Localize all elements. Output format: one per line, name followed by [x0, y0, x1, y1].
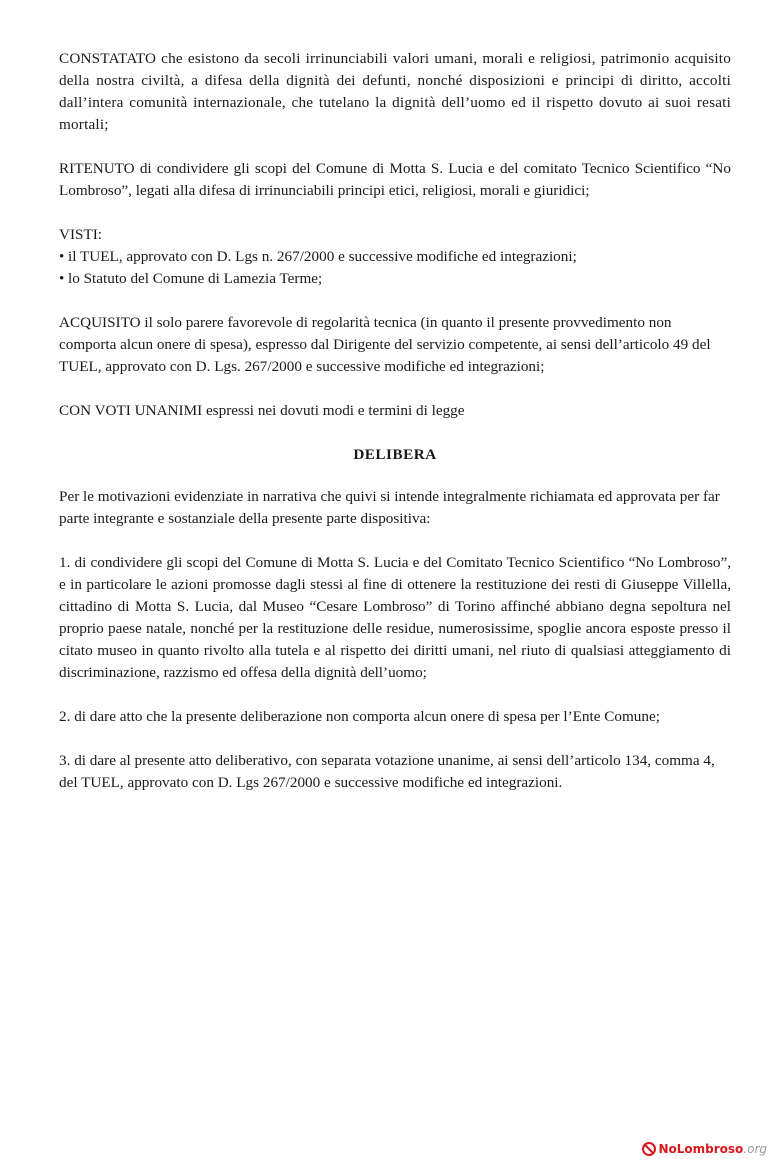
- nolombroso-watermark: [642, 1141, 767, 1157]
- paragraph-point-1: 1. di condividere gli scopi del Comune di Motta S. Lucia e del Comitato Tecnico Scientifico “No Lombroso”, e in particolare le azioni promosse dagli stessi al fine di ottenere la restituzione dei resti di Giuseppe Villella, cittadino di Motta S. Lucia, dal Museo “Cesare Lombroso” di Torino affinché abbiano degna sepoltura nel proprio paese natale, nonché per la restituzione delle residue, numerosissime, spoglie ancora esposte presso il citato museo in quanto rivolto alla tutela e al rispetto dei diritti umani, nel riuto di qualsiasi atteggiamento di discriminazione, razzismo ed offesa della dignità dell’uomo;: [59, 554, 731, 681]
- bullet-icon: •: [59, 270, 65, 287]
- visti-section: [59, 224, 731, 290]
- bullet-icon: •: [59, 248, 65, 265]
- paragraph-con-voti: CON VOTI UNANIMI espressi nei dovuti modi e termini di legge: [59, 402, 465, 419]
- paragraph-motivazioni: Per le motivazioni evidenziate in narrativa che quivi si intende integralmente richiamata ed approvata per far parte integrante e sostanziale della presente parte dispositiva:: [59, 488, 720, 527]
- delibera-heading: DELIBERA: [353, 446, 437, 463]
- watermark-brand: NoLombroso: [658, 1142, 744, 1156]
- visti-heading: VISTI:: [59, 226, 103, 243]
- list-item: [59, 246, 731, 268]
- watermark-tld: .org: [743, 1142, 767, 1156]
- paragraph-ritenuto: RITENUTO di condividere gli scopi del Comune di Motta S. Lucia e del comitato Tecnico Scientifico “No Lombroso”, legati alla difesa di irrinunciabili principi etici, religiosi, morali e giuridici;: [59, 160, 731, 199]
- list-item: [59, 268, 731, 290]
- paragraph-point-2: 2. di dare atto che la presente deliberazione non comporta alcun onere di spesa per l’Ente Comune;: [59, 708, 660, 725]
- paragraph-acquisito: ACQUISITO il solo parere favorevole di regolarità tecnica (in quanto il presente provvedimento non comporta alcun onere di spesa), espresso dal Dirigente del servizio competente, ai sensi dell’articolo 49 del TUEL, approvato con D. Lgs. 267/2000 e successive modifiche ed integrazioni;: [59, 314, 711, 375]
- paragraph-point-3: 3. di dare al presente atto deliberativo, con separata votazione unanime, ai sensi dell’articolo 134, comma 4, del TUEL, approvato con D. Lgs 267/2000 e successive modifiche ed integrazioni.: [59, 752, 715, 791]
- visti-item-tuel: il TUEL, approvato con D. Lgs n. 267/2000 e successive modifiche ed integrazioni;: [68, 248, 577, 265]
- visti-item-statuto: lo Statuto del Comune di Lamezia Terme;: [68, 270, 323, 287]
- paragraph-constatato: CONSTATATO che esistono da secoli irrinunciabili valori umani, morali e religiosi, patrimonio acquisito della nostra civiltà, a difesa della dignità dei defunti, nonché disposizioni e principi di diritto, accolti dall’intera comunità internazionale, che tutelano la dignità dell’uomo ed il rispetto dovuto ai suoi resati mortali;: [59, 50, 731, 133]
- document-body: [59, 48, 731, 816]
- no-symbol-icon: [642, 1142, 656, 1156]
